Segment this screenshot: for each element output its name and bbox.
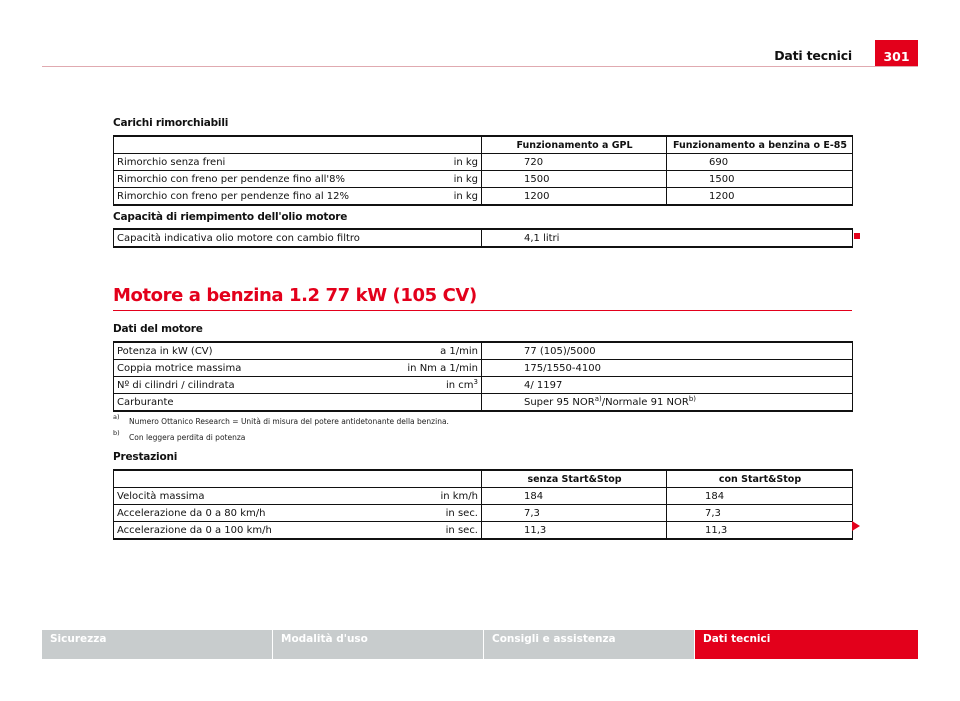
page-number: 301 xyxy=(875,40,918,67)
table-row xyxy=(114,188,853,206)
row-unit: in km/h xyxy=(394,488,482,505)
oil-capacity-title: Capacità di riempimento dell'olio motore xyxy=(113,211,348,223)
row-unit: in kg xyxy=(394,188,482,206)
row-unit: in kg xyxy=(394,154,482,171)
table-row xyxy=(114,522,853,540)
row-label: Velocità massima xyxy=(114,488,394,505)
header-cell: con Start&Stop xyxy=(667,470,853,488)
row-value: 184 xyxy=(667,488,853,505)
row-label: Accelerazione da 0 a 80 km/h xyxy=(114,505,394,522)
row-value: 11,3 xyxy=(482,522,667,540)
table-row xyxy=(114,154,853,171)
row-label: Rimorchio con freno per pendenze fino al 12% xyxy=(114,188,394,206)
row-value: 1500 xyxy=(482,171,667,188)
row-label: Potenza in kW (CV) xyxy=(114,342,394,360)
row-value: 690 xyxy=(667,154,853,171)
footnote-text: Numero Ottanico Research = Unità di misura del potere antidetonante della benzina. xyxy=(129,417,449,426)
row-value: 1200 xyxy=(482,188,667,206)
table-header-row xyxy=(114,136,853,154)
row-value: 175/1550-4100 xyxy=(482,360,853,377)
bottom-nav xyxy=(42,630,918,659)
header-cell-empty xyxy=(114,470,482,488)
row-label: Rimorchio con freno per pendenze fino all'8% xyxy=(114,171,394,188)
page-section-title: Dati tecnici xyxy=(774,48,852,63)
header-divider xyxy=(42,66,918,67)
row-value: 77 (105)/5000 xyxy=(482,342,853,360)
footnote-mark: a) xyxy=(113,413,120,421)
performance-title: Prestazioni xyxy=(113,451,178,463)
row-value: 7,3 xyxy=(667,505,853,522)
table-header-row xyxy=(114,470,853,488)
row-unit xyxy=(394,377,482,394)
row-unit: in sec. xyxy=(394,505,482,522)
table-row xyxy=(114,505,853,522)
row-value: 184 xyxy=(482,488,667,505)
row-value: 11,3 xyxy=(667,522,853,540)
nav-item-sicurezza[interactable]: Sicurezza xyxy=(42,630,272,659)
header-cell: Funzionamento a GPL xyxy=(482,136,667,154)
section-end-marker xyxy=(854,233,860,239)
fuel-part2: /Normale 91 NOR xyxy=(601,396,689,408)
footnote-mark: b) xyxy=(113,429,120,437)
row-value: 4,1 litri xyxy=(482,229,853,247)
nav-item-consigli-assistenza[interactable]: Consigli e assistenza xyxy=(484,630,694,659)
fuel-part1: Super 95 NOR xyxy=(524,396,595,408)
row-value: 4/ 1197 xyxy=(482,377,853,394)
header-cell: senza Start&Stop xyxy=(482,470,667,488)
row-value xyxy=(482,394,853,412)
performance-table xyxy=(113,469,853,540)
row-label: Accelerazione da 0 a 100 km/h xyxy=(114,522,394,540)
engine-section-divider xyxy=(113,310,852,311)
footnote-ref-a: a) xyxy=(594,394,602,403)
row-unit: in Nm a 1/min xyxy=(394,360,482,377)
table-row xyxy=(114,229,853,247)
table-row xyxy=(114,394,853,412)
row-label: Carburante xyxy=(114,394,394,412)
table-row xyxy=(114,171,853,188)
engine-data-title: Dati del motore xyxy=(113,323,203,335)
row-value: 1500 xyxy=(667,171,853,188)
row-label: Coppia motrice massima xyxy=(114,360,394,377)
unit-superscript: 3 xyxy=(473,377,478,386)
row-label: Nº di cilindri / cilindrata xyxy=(114,377,394,394)
continue-arrow-icon[interactable] xyxy=(852,521,860,531)
trailer-loads-title: Carichi rimorchiabili xyxy=(113,117,229,129)
unit-text: in cm xyxy=(445,379,474,391)
row-label: Capacità indicativa olio motore con cambio filtro xyxy=(114,229,482,247)
nav-item-modalita-uso[interactable]: Modalità d'uso xyxy=(273,630,483,659)
engine-section-title: Motore a benzina 1.2 77 kW (105 CV) xyxy=(113,285,477,306)
row-unit: a 1/min xyxy=(394,342,482,360)
table-row xyxy=(114,342,853,360)
nav-item-dati-tecnici[interactable]: Dati tecnici xyxy=(695,630,918,659)
engine-data-table xyxy=(113,341,853,412)
table-row xyxy=(114,488,853,505)
footnote-ref-b: b) xyxy=(688,394,696,403)
row-unit: in sec. xyxy=(394,522,482,540)
row-unit: in kg xyxy=(394,171,482,188)
row-value: 720 xyxy=(482,154,667,171)
header-cell-empty xyxy=(114,136,482,154)
table-row xyxy=(114,377,853,394)
header-cell: Funzionamento a benzina o E-85 xyxy=(667,136,853,154)
oil-capacity-table xyxy=(113,228,853,248)
row-value: 1200 xyxy=(667,188,853,206)
row-label: Rimorchio senza freni xyxy=(114,154,394,171)
table-row xyxy=(114,360,853,377)
footnote-text: Con leggera perdita di potenza xyxy=(129,433,246,442)
row-unit xyxy=(394,394,482,412)
trailer-loads-table xyxy=(113,135,853,206)
row-value: 7,3 xyxy=(482,505,667,522)
